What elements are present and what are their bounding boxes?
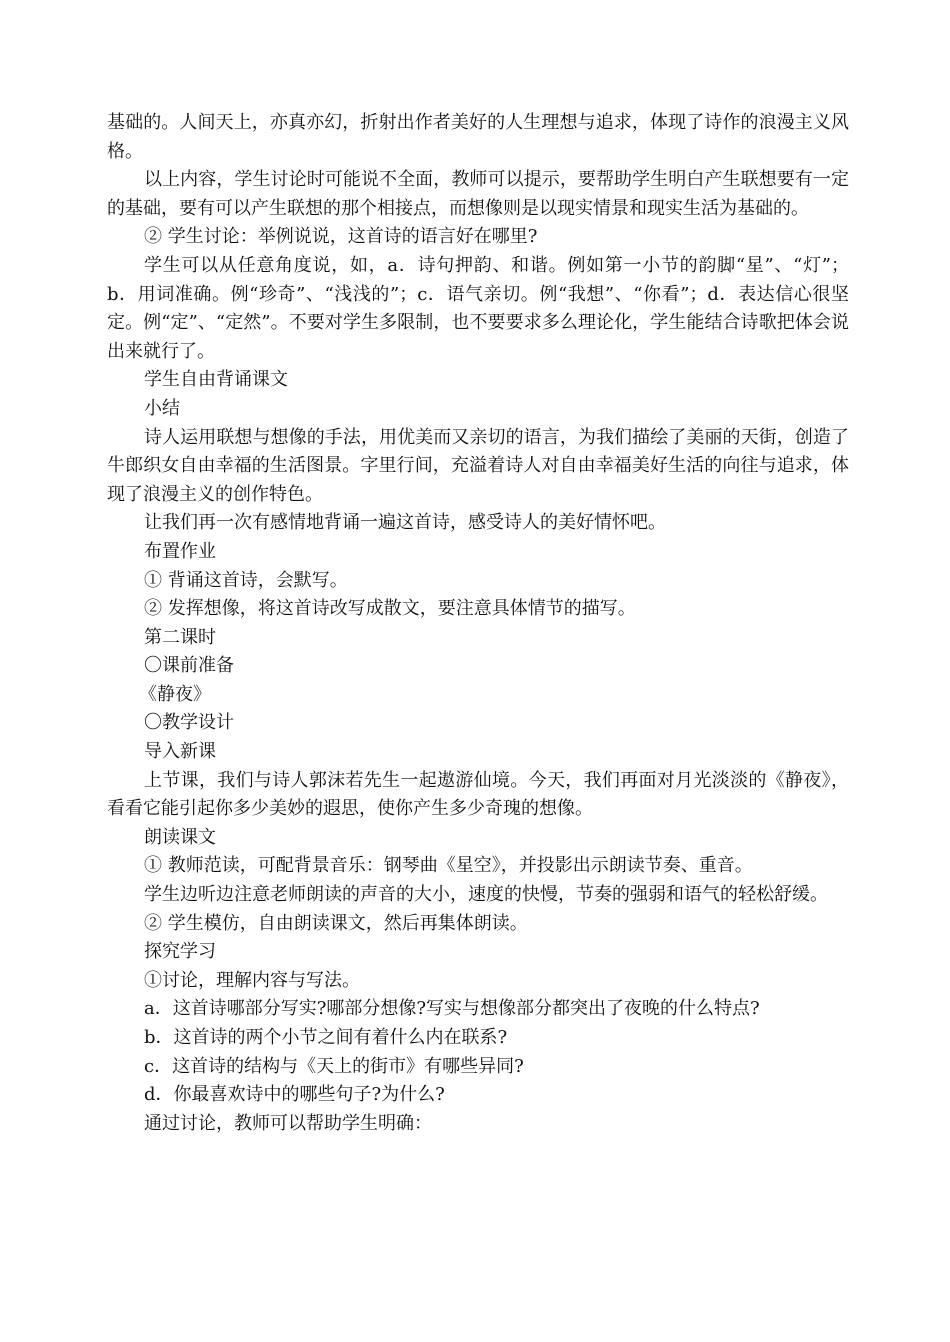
question-a: a．这首诗哪部分写实?哪部分想像?写实与想像部分都突出了夜晚的什么特点? <box>144 998 760 1020</box>
section-heading-reading: 朗读课文 <box>144 826 216 848</box>
paragraph-teacher-hint: 以上内容，学生讨论时可能说不全面，教师可以提示，要帮助学生明白产生联想要有一定的基础，要有可以产生联想的那个相接点，而想像则是以现实情景和现实生活为基础的。 <box>107 169 849 219</box>
paragraph-conclusion-lead: 通过讨论，教师可以帮助学生明确： <box>144 1112 432 1134</box>
paragraph-language-analysis: 学生可以从任意角度说，如，a．诗句押韵、和谐。例如第一小节的韵脚“星”、“灯”；b．用词准确。例“珍奇”、“浅浅的”；c．语气亲切。例“我想”、“你看”；d．表达信心很坚定。例“定”、“定然”。不要对学生多限制，也不要要求多么理论化，学生能结合诗歌把体会说出来就行了。 <box>107 254 849 362</box>
section-heading-summary: 小结 <box>144 397 180 419</box>
section-heading-second-lesson: 第二课时 <box>144 626 216 648</box>
section-heading-introduction: 导入新课 <box>144 741 216 763</box>
section-heading-inquiry: 探究学习 <box>144 941 216 963</box>
section-heading-homework: 布置作业 <box>144 540 216 562</box>
reading-item-1: ① 教师范读，可配背景音乐：钢琴曲《星空》，并投影出示朗读节奏、重音。 <box>144 855 753 877</box>
question-d: d．你最喜欢诗中的哪些句子?为什么? <box>144 1084 445 1106</box>
poem-title: 《静夜》 <box>139 683 211 705</box>
section-heading-recite: 学生自由背诵课文 <box>144 369 288 391</box>
question-c: c．这首诗的结构与《天上的街市》有哪些异同? <box>144 1055 524 1077</box>
homework-item-2: ② 发挥想像，将这首诗改写成散文，要注意具体情节的描写。 <box>144 598 636 620</box>
paragraph-listening: 学生边听边注意老师朗读的声音的大小，速度的快慢，节奏的强弱和语气的轻松舒缓。 <box>144 884 828 906</box>
document-body <box>107 109 849 1138</box>
homework-item-1: ① 背诵这首诗，会默写。 <box>144 569 348 591</box>
reading-item-2: ② 学生模仿，自由朗读课文，然后再集体朗读。 <box>144 912 528 934</box>
paragraph-continuation: 基础的。人间天上，亦真亦幻，折射出作者美好的人生理想与追求，体现了诗作的浪漫主义风格。 <box>107 112 849 162</box>
question-b: b．这首诗的两个小节之间有着什么内在联系? <box>144 1027 508 1048</box>
paragraph-introduction: 上节课，我们与诗人郭沫若先生一起遨游仙境。今天，我们再面对月光淡淡的《静夜》，看看它能引起你多少美妙的遐思，使你产生多少奇瑰的想像。 <box>107 769 849 820</box>
section-heading-design: 〇教学设计 <box>144 712 234 734</box>
paragraph-recite-again: 让我们再一次有感情地背诵一遍这首诗，感受诗人的美好情怀吧。 <box>144 512 666 534</box>
paragraph-summary: 诗人运用联想与想像的手法，用优美而又亲切的语言，为我们描绘了美丽的天街，创造了牛郎织女自由幸福的生活图景。字里行间，充溢着诗人对自由幸福美好生活的向往与追求，体现了浪漫主义的创作特色。 <box>107 426 849 505</box>
inquiry-item-1: ①讨论，理解内容与写法。 <box>144 969 360 991</box>
section-heading-preparation: 〇课前准备 <box>144 655 234 677</box>
discussion-question: ② 学生讨论：举例说说，这首诗的语言好在哪里? <box>144 226 538 248</box>
